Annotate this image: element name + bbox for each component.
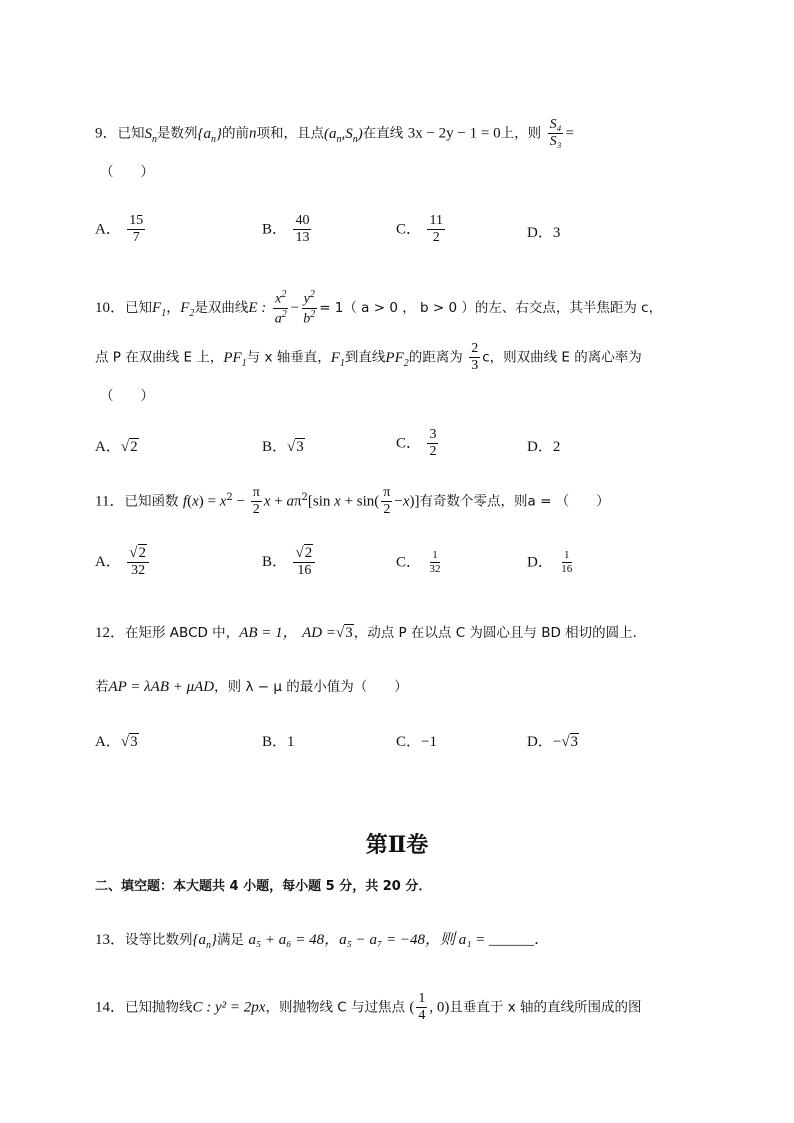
- q9-number: 9．: [95, 125, 118, 142]
- q13-number: 13．: [95, 932, 126, 948]
- q12-option-b: B．1: [262, 734, 295, 750]
- q11-option-c: C． $\frac{1}{32}$: [396, 549, 441, 575]
- q12-vector-equation: AP = λAB + μAD: [108, 679, 215, 695]
- q9-answer-paren: （ ）: [100, 164, 154, 180]
- q12-number: 12．: [95, 625, 126, 641]
- q10-line-1: 10．已知$F_1$，$F_2$是双曲线E : $\frac{x^2}{a^2}$ − $\frac{y^2}{b^2}$ = 1（ a > 0 ， b > 0 ）的左、右交点，其半焦距为 c，: [95, 289, 663, 327]
- q11-option-a: A． $\frac{√2}{32}$: [95, 546, 151, 578]
- q12-option-a: A．√3: [95, 734, 138, 750]
- q12-line-1: 12．在矩形 ABCD 中，AB = 1， AD =√3，动点 P 在以点 C 为圆心且与 BD 相切的圆上．: [95, 625, 647, 641]
- section-subtitle: 二、填空题：本大题共 4 小题，每小题 5 分，共 20 分．: [95, 879, 432, 894]
- q10-answer-paren: （ ）: [100, 388, 154, 404]
- q9-option-d: D．3: [527, 225, 561, 241]
- q10-option-b: B．√3: [262, 439, 304, 455]
- q9-option-a: A． $\frac{15}{7}$: [95, 213, 144, 245]
- q10-option-c: C． $\frac{3}{2}$: [396, 427, 437, 459]
- section-title: 第Ⅱ卷: [365, 832, 429, 858]
- q11-number: 11．: [95, 493, 125, 510]
- q10-line-2: 点 P 在双曲线 E 上，$PF_1$与 x 轴垂直，$F_1$到直线$PF_2$的距离为 $\frac{2}{3}$ c，则双曲线 E 的离心率为: [95, 341, 642, 373]
- q14-line: 14．已知抛物线C : y² = 2px，则抛物线 C 与过焦点 ( $\frac{1}{4}$ , 0)且垂直于 x 轴的直线所围成的图: [95, 991, 642, 1023]
- q11-line: 11．已知函数 $f(x) = x^2$ − $\frac{\pi}{2}$ $x + a\pi^2[\sin$ x + sin( $\frac{\pi}{2}$ −x)]有奇数个零点，则a = （ ）: [95, 485, 610, 517]
- q9-option-c: C． $\frac{11}{2}$: [396, 213, 443, 245]
- q11-option-d: D． $\frac{1}{16}$: [527, 549, 573, 575]
- q10-option-d: D．2: [527, 439, 561, 455]
- q14-number: 14．: [95, 999, 126, 1016]
- q12-option-c: C．−1: [396, 734, 437, 750]
- q9-ratio-fraction: $\frac{\text{S₄}}{\text{S₃}}$: [549, 117, 562, 149]
- q12-line-2: 若AP = λAB + μAD，则 λ − μ 的最小值为（ ）: [95, 679, 408, 695]
- q10-number: 10．: [95, 300, 126, 317]
- q11-option-b: B． $\frac{√2}{16}$: [262, 546, 317, 578]
- q13-line: 13．设等比数列$\{a_n\}$满足 a₅ + a₆ = 48，a₅ − a₇ = −48，则 a₁ = ______．: [95, 932, 550, 951]
- q9-option-b: B． $\frac{40}{13}$: [262, 213, 310, 245]
- q10-option-a: A．√2: [95, 439, 138, 455]
- q12-option-d: D．−√3: [527, 734, 579, 750]
- q9-line-equation: 3x − 2y − 1 = 0: [407, 125, 501, 142]
- q9-line: 9．已知$S_n$是数列$\{a_n\}$的前n项和，且点$(a_n,S_n)$在直线 3x − 2y − 1 = 0上，则 $\frac{\text{S₄}}{\text{S₃}}$ =: [95, 117, 574, 149]
